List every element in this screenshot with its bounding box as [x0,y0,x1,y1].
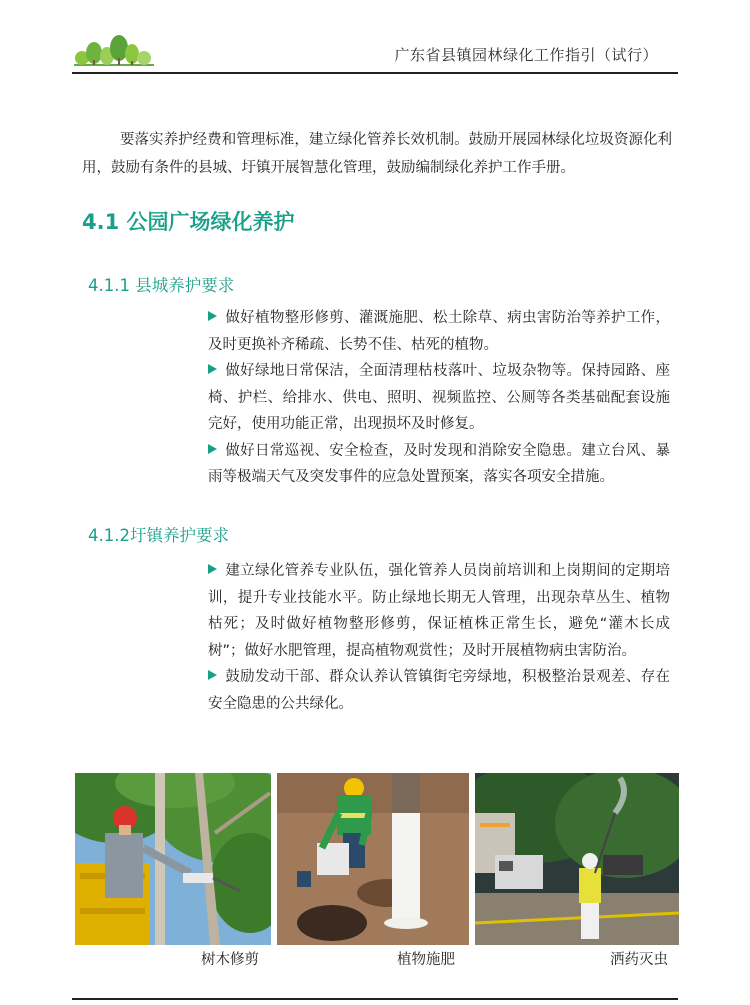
bullet-arrow-icon [208,670,217,680]
town-requirements-list [208,558,670,717]
photo-caption: 树木修剪 [201,952,259,968]
photo-plant-fertilizing [277,773,469,945]
intro-paragraph: 要落实养护经费和管理标准，建立绿化管养长效机制。鼓励开展园林绿化垃圾资源化利用，鼓励有条件的县城、圩镇开展智慧化管理，鼓励编制绿化养护工作手册。 [82,132,672,176]
header-title: 广东省县镇园林绿化工作指引（试行） [394,46,658,64]
list-item: 做好植物整形修剪、灌溉施肥、松土除草、病虫害防治等养护工作，及时更换补齐稀疏、长势不佳、枯死的植物。 [208,310,670,353]
list-item: 鼓励发动干部、群众认养认管镇街宅旁绿地，积极整治景观差、存在安全隐患的公共绿化。 [208,669,670,712]
bullet-arrow-icon [208,564,217,574]
trees-logo-icon [72,34,156,68]
photo-pesticide-spraying [475,773,679,945]
section-heading: 4.1 公园广场绿化养护 [82,210,295,234]
subsection-heading-county: 4.1.1 县城养护要求 [88,276,235,295]
footer-divider [72,998,678,1000]
list-item: 建立绿化管养专业队伍，强化管养人员岗前培训和上岗期间的定期培训，提升专业技能水平。防止绿地长期无人管理，出现杂草丛生、植物枯死；及时做好植物整形修剪，保证植株正常生长，避免“灌木长成树”；做好水肥管理，提高植物观赏性；及时开展植物病虫害防治。 [208,563,670,659]
bullet-arrow-icon [208,311,217,321]
list-item: 做好日常巡视、安全检查，及时发现和消除安全隐患。建立台风、暴雨等极端天气及突发事件的应急处置预案，落实各项安全措施。 [208,442,670,485]
photo-caption: 植物施肥 [397,952,455,968]
photo-caption: 洒药灭虫 [610,952,668,968]
header-divider [72,72,678,74]
subsection-heading-town: 4.1.2圩镇养护要求 [88,526,229,545]
list-item: 做好绿地日常保洁，全面清理枯枝落叶、垃圾杂物等。保持园路、座椅、护栏、给排水、供电、照明、视频监控、公厕等各类基础配套设施完好，使用功能正常，出现损坏及时修复。 [208,363,670,432]
bullet-arrow-icon [208,364,217,374]
bullet-arrow-icon [208,444,217,454]
county-requirements-list [208,305,670,491]
photo-tree-pruning [75,773,271,945]
